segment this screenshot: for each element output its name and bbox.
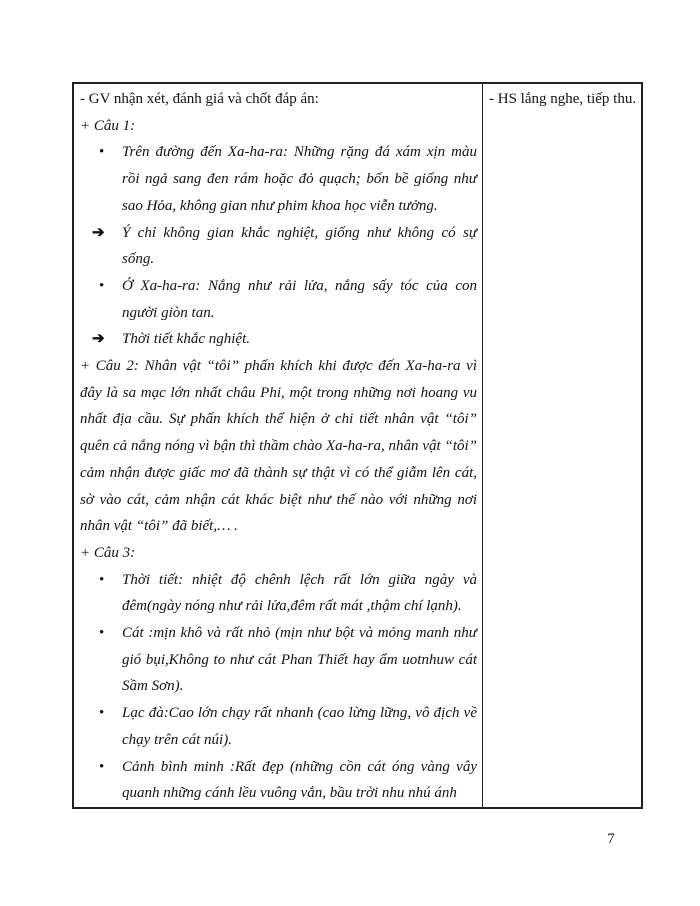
page-number: 7 bbox=[607, 831, 615, 847]
bullet-text: Trên đường đến Xa-ha-ra: Những rặng đá xám xịn màu rồi ngả sang đen rám hoặc đỏ quạch; bốn bề giống như sao Hỏa, không gian như phim khoa học viễn tưởng. bbox=[122, 144, 477, 214]
arrow-icon: ➔ bbox=[92, 224, 105, 241]
bullet-item-xahara-road bbox=[80, 139, 477, 219]
bullet-text: Cảnh bình minh :Rất đẹp (những cồn cát óng vàng vây quanh những cánh lều vuông vắn, bầu trời nhu nhú ánh bbox=[122, 758, 477, 802]
bullet-icon: • bbox=[99, 144, 105, 161]
teacher-activity-column bbox=[74, 84, 482, 807]
bullet-text: Lạc đà:Cao lớn chạy rất nhanh (cao lừng lững, vô địch về chạy trên cát núi). bbox=[122, 705, 477, 748]
bullet-text: Cát :mịn khô và rất nhỏ (mịn như bột và mỏng manh như gió bụi,Không to như cát Phan Thiết hay ẩm uotnhuw cát Sầm Sơn). bbox=[122, 625, 477, 695]
cau-1-label: + Câu 1: bbox=[80, 117, 136, 134]
bullet-icon: • bbox=[99, 705, 105, 722]
bullet-icon: • bbox=[99, 571, 105, 588]
bullet-item-cat bbox=[80, 620, 477, 700]
bullet-item-o-xahara bbox=[80, 273, 477, 326]
bullet-item-lac-da bbox=[80, 700, 477, 753]
lesson-plan-table bbox=[72, 82, 643, 809]
gv-conclusion-line: - GV nhận xét, đánh giá và chốt đáp án: bbox=[80, 91, 319, 107]
arrow-text: Ý chỉ không gian khắc nghiệt, giống như không có sự sống. bbox=[122, 224, 477, 268]
bullet-text: Ở Xa-ha-ra: Nắng như rải lửa, nắng sấy tóc của con người giòn tan. bbox=[122, 277, 477, 321]
arrow-icon: ➔ bbox=[92, 331, 105, 348]
cau-3-label: + Câu 3: bbox=[80, 544, 136, 561]
arrow-item-khong-gian bbox=[80, 220, 477, 273]
arrow-item-thoi-tiet bbox=[80, 326, 477, 353]
hs-response-line: - HS lắng nghe, tiếp thu. bbox=[489, 91, 637, 107]
bullet-icon: • bbox=[99, 277, 105, 294]
arrow-text: Thời tiết khắc nghiệt. bbox=[122, 331, 250, 348]
bullet-icon: • bbox=[99, 758, 105, 775]
student-activity-column bbox=[482, 84, 641, 807]
bullet-text: Thời tiết: nhiệt độ chênh lệch rất lớn giữa ngày và đêm(ngày nóng như rải lửa,đêm rất mát ,thậm chí lạnh). bbox=[122, 571, 477, 615]
bullet-item-canh-binh-minh bbox=[80, 754, 477, 807]
cau-2-paragraph: + Câu 2: Nhân vật “tôi” phấn khích khi được đến Xa-ha-ra vì đây là sa mạc lớn nhất châu Phi, một trong những nơi hoang vu nhất địa cầu. Sự phấn khích thể hiện ở chi tiết nhân vật “tôi” quên cả nắng nóng vì bận thì thầm chào Xa-ha-ra, nhân vật “tôi” cảm nhận được giấc mơ đã thành sự thật vì có thể giẫm lên cát, sờ vào cát, cảm nhận cát khác biệt như thế nào với những nơi nhân vật “tôi” đã biết,… . bbox=[80, 358, 477, 535]
bullet-icon: • bbox=[99, 625, 105, 642]
bullet-item-thoi-tiet bbox=[80, 567, 477, 620]
